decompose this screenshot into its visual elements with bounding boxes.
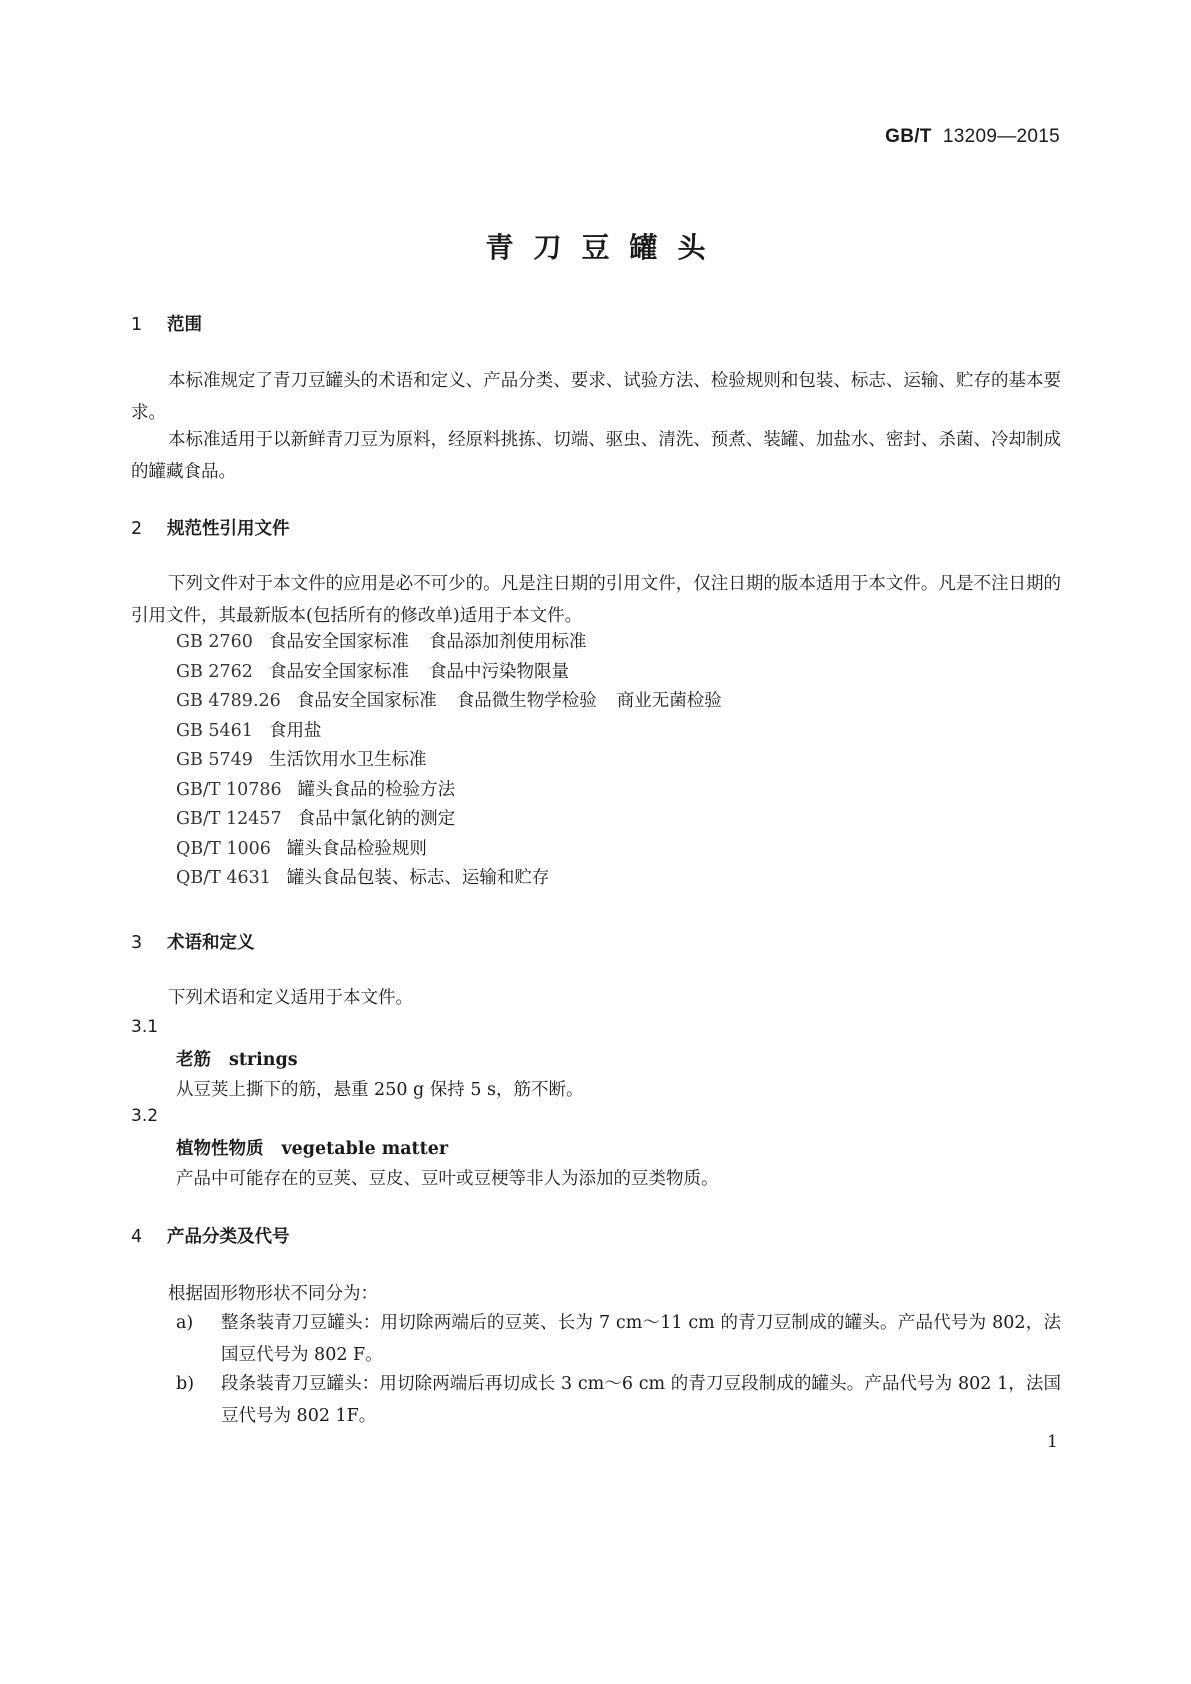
section-4-heading: 4 产品分类及代号	[131, 1227, 290, 1247]
document-title: 青刀豆罐头	[485, 231, 726, 264]
term-number: 3.1	[131, 1017, 159, 1037]
page-number: 1	[1047, 1432, 1058, 1452]
list-item: a) 整条装青刀豆罐头：用切除两端后的豆荚、长为 7 cm～11 cm 的青刀豆制成的罐头。产品代号为 802，法国豆代号为 802 F。	[176, 1313, 1061, 1365]
term-definition: 从豆荚上撕下的筋，悬重 250 g 保持 5 s，筋不断。	[176, 1080, 584, 1100]
term-heading: 老筋 strings	[176, 1050, 298, 1070]
term-definition: 产品中可能存在的豆荚、豆皮、豆叶或豆梗等非人为添加的豆类物质。	[176, 1169, 719, 1189]
section-1-heading: 1 范围	[131, 315, 202, 335]
reference-item: GB 4789.26 食品安全国家标准 食品微生物学检验 商业无菌检验	[176, 691, 722, 711]
reference-item: GB 2762 食品安全国家标准 食品中污染物限量	[176, 662, 569, 682]
reference-item: GB/T 12457 食品中氯化钠的测定	[176, 809, 456, 829]
reference-item: GB 5461 食用盐	[176, 721, 322, 741]
reference-item: GB/T 10786 罐头食品的检验方法	[176, 780, 456, 800]
reference-item: QB/T 1006 罐头食品检验规则	[176, 839, 427, 859]
reference-item: GB 2760 食品安全国家标准 食品添加剂使用标准	[176, 632, 587, 652]
term-number: 3.2	[131, 1106, 159, 1126]
section-3-heading: 3 术语和定义	[131, 933, 255, 953]
section-1-paragraph: 本标准规定了青刀豆罐头的术语和定义、产品分类、要求、试验方法、检验规则和包装、标志、运输、贮存的基本要求。	[131, 371, 1061, 423]
standard-number: GB/T 13209—2015	[885, 126, 1060, 147]
section-1-paragraph: 本标准适用于以新鲜青刀豆为原料，经原料挑拣、切端、驱虫、清洗、预煮、装罐、加盐水、密封、杀菌、冷却制成的罐藏食品。	[131, 430, 1061, 482]
reference-item: GB 5749 生活饮用水卫生标准	[176, 750, 427, 770]
section-2-intro: 下列文件对于本文件的应用是必不可少的。凡是注日期的引用文件，仅注日期的版本适用于本文件。凡是不注日期的引用文件，其最新版本(包括所有的修改单)适用于本文件。	[131, 574, 1061, 626]
section-4-intro: 根据固形物形状不同分为：	[168, 1284, 378, 1304]
section-2-heading: 2 规范性引用文件	[131, 519, 290, 539]
section-3-intro: 下列术语和定义适用于本文件。	[168, 988, 413, 1008]
reference-item: QB/T 4631 罐头食品包装、标志、运输和贮存	[176, 868, 550, 888]
term-heading: 植物性物质 vegetable matter	[176, 1139, 449, 1159]
list-item: b) 段条装青刀豆罐头：用切除两端后再切成长 3 cm～6 cm 的青刀豆段制成的罐头。产品代号为 802 1，法国豆代号为 802 1F。	[176, 1374, 1061, 1426]
